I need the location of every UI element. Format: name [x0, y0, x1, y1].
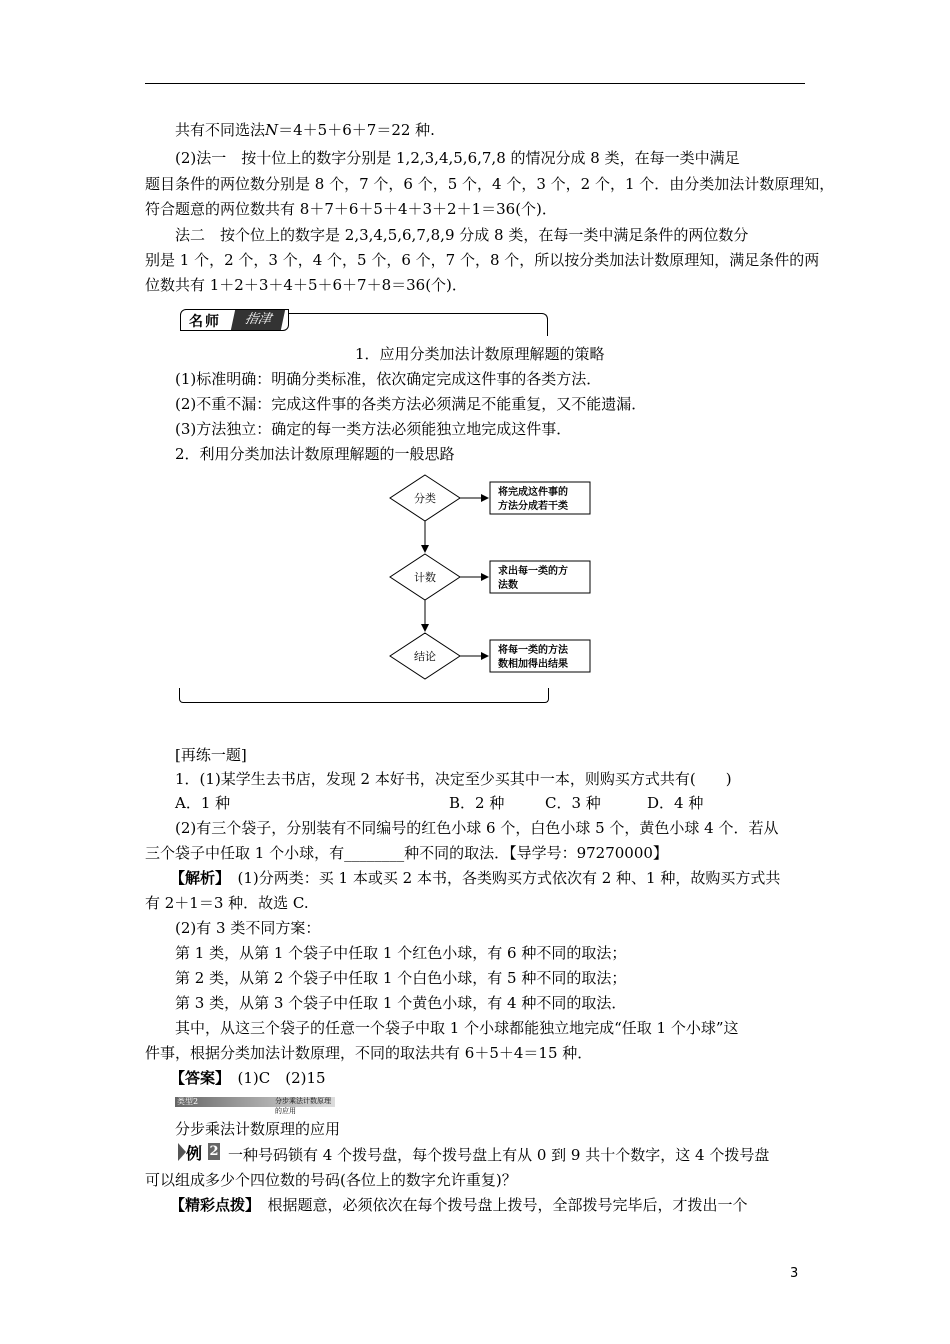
- text-line: 题目条件的两位数分别是 8 个，7 个，6 个，5 个，4 个，3 个，2 个，1 个．由分类加法计数原理知，: [145, 175, 835, 193]
- badge-text: 名师: [189, 314, 221, 330]
- tip-frame-bottom: [179, 688, 549, 703]
- tip-title: 2．利用分类加法计数原理解题的一般思路: [175, 445, 455, 463]
- analysis-line: 件事，根据分类加法计数原理，不同的取法共有 6＋5＋4＝15 种．: [145, 1044, 593, 1062]
- hint-line: 【精彩点拨】 根据题意，必须依次在每个拨号盘上拨号，全部拨号完毕后，才拨出一个: [170, 1196, 748, 1214]
- header-rule: [145, 83, 805, 84]
- tip-point: (3)方法独立：确定的每一类方法必须能独立地完成这件事．: [175, 420, 572, 438]
- flow-box-text: 将每一类的方法: [498, 645, 568, 656]
- text-line: 位数共有 1＋2＋3＋4＋5＋6＋7＋8＝36(个)．: [145, 276, 467, 294]
- flow-box-text: 方法分成若干类: [498, 501, 568, 512]
- question: 1．(1)某学生去书店，发现 2 本好书，决定至少买其中一本，则购买方式共有( ): [175, 770, 732, 788]
- triangle-icon: [178, 1143, 186, 1161]
- example-text: 可以组成多少个四位数的号码(各位上的数字允许重复)？: [145, 1171, 517, 1189]
- section-bar-right: 分步乘法计数原理的应用: [275, 1097, 331, 1115]
- badge-text-highlight: 指津: [231, 310, 285, 330]
- analysis-line: 其中，从这三个袋子的任意一个袋子中取 1 个小球都能独立地完成“任取 1 个小球”这: [175, 1019, 739, 1037]
- section-bar-left: 类型2: [177, 1097, 199, 1106]
- example-tag: 例 2: [178, 1141, 218, 1163]
- option-d: D．4 种: [647, 794, 704, 812]
- tip-frame-top: [285, 313, 548, 336]
- analysis-line: 第 3 类，从第 3 个袋子中任取 1 个黄色小球，有 4 种不同的取法．: [175, 994, 627, 1012]
- practice-heading: [再练一题]: [175, 746, 247, 764]
- flow-box-text: 法数: [498, 580, 518, 591]
- section-bar: [175, 1097, 335, 1115]
- tip-point: (2)不重不漏：完成这件事的各类方法必须满足不能重复，又不能遗漏．: [175, 395, 647, 413]
- analysis-line: 第 1 类，从第 1 个袋子中任取 1 个红色小球，有 6 种不同的取法；: [175, 944, 627, 962]
- flow-label: 计数: [414, 571, 436, 584]
- analysis-line: 【解析】 (1)分两类：买 1 本或买 2 本书，各类购买方式依次有 2 种、1 种，故购买方式共: [170, 869, 781, 887]
- page-number: 3: [790, 1266, 799, 1281]
- tip-title: 1．应用分类加法计数原理解题的策略: [355, 345, 605, 363]
- question: (2)有三个袋子，分别装有不同编号的红色小球 6 个，白色小球 5 个，黄色小球 4 个．若从: [175, 819, 779, 837]
- teacher-tip-badge: [180, 309, 289, 331]
- option-c: C．3 种: [545, 794, 601, 812]
- question: 三个袋子中任取 1 个小球，有________种不同的取法．【导学号：97270000】: [145, 844, 668, 862]
- flow-label: 结论: [414, 650, 436, 663]
- section-title: 分步乘法计数原理的应用: [175, 1120, 341, 1138]
- flow-label: 分类: [414, 492, 436, 505]
- analysis-line: 第 2 类，从第 2 个袋子中任取 1 个白色小球，有 5 种不同的取法；: [175, 969, 627, 987]
- text-line: 别是 1 个，2 个，3 个，4 个，5 个，6 个，7 个，8 个，所以按分类加法计数原理知，满足条件的两: [145, 251, 820, 269]
- flow-box-text: 将完成这件事的: [498, 487, 568, 498]
- analysis-line: 有 2＋1＝3 种．故选 C.: [145, 894, 309, 912]
- example-text: 一种号码锁有 4 个拨号盘，每个拨号盘上有从 0 到 9 共十个数字，这 4 个拨号盘: [228, 1146, 770, 1164]
- answer-line: 【答案】 (1)C (2)15: [170, 1069, 326, 1087]
- analysis-line: (2)有 3 类不同方案：: [175, 919, 321, 937]
- flow-box-text: 求出每一类的方: [498, 566, 568, 577]
- text-line: (2)法一 按十位上的数字分别是 1,2,3,4,5,6,7,8 的情况分成 8 类，在每一类中满足: [175, 149, 740, 167]
- flowchart: [380, 470, 610, 690]
- text-line: 符合题意的两位数共有 8＋7＋6＋5＋4＋3＋2＋1＝36(个)．: [145, 200, 557, 218]
- text-line: 法二 按个位上的数字是 2,3,4,5,6,7,8,9 分成 8 类，在每一类中满足条件的两位数分: [175, 226, 749, 244]
- tip-point: (1)标准明确：明确分类标准，依次确定完成这件事的各类方法．: [175, 370, 602, 388]
- text-line: 共有不同选法N＝4＋5＋6＋7＝22 种.: [175, 121, 435, 139]
- flow-box-text: 数相加得出结果: [498, 659, 568, 670]
- option-b: B．2 种: [449, 794, 505, 812]
- option-a: A．1 种: [175, 794, 231, 812]
